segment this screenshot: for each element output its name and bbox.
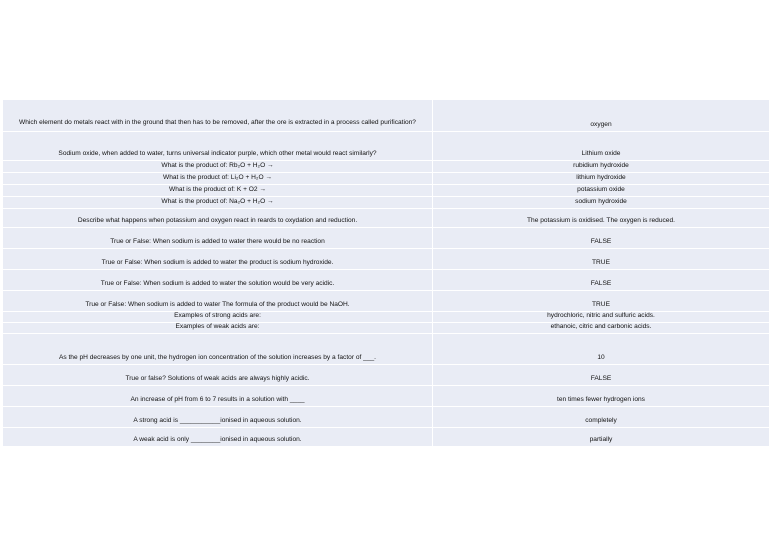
table-row xyxy=(3,209,769,227)
question-cell: As the pH decreases by one unit, the hydrogen ion concentration of the solution increases by a factor of ___. xyxy=(3,334,432,364)
answer-cell: The potassium is oxidised. The oxygen is reduced. xyxy=(433,209,769,227)
table-row xyxy=(3,323,769,333)
table-row xyxy=(3,407,769,427)
answer-cell: TRUE xyxy=(433,249,769,269)
question-cell: What is the product of: K + O2 → xyxy=(3,185,432,196)
question-cell: True or False: When sodium is added to water the solution would be very acidic. xyxy=(3,270,432,290)
question-cell: What is the product of: Li₂O + H₂O → xyxy=(3,173,432,184)
answer-cell: partially xyxy=(433,428,769,446)
answer-cell: FALSE xyxy=(433,228,769,248)
answer-cell: FALSE xyxy=(433,365,769,385)
table-row xyxy=(3,249,769,269)
question-cell: Examples of strong acids are: xyxy=(3,312,432,322)
answer-cell: rubidium hydroxide xyxy=(433,161,769,172)
table-row xyxy=(3,185,769,196)
table-row xyxy=(3,365,769,385)
answer-cell: TRUE xyxy=(433,291,769,311)
table-row xyxy=(3,197,769,208)
table-row xyxy=(3,334,769,364)
answer-cell: Lithium oxide xyxy=(433,132,769,160)
question-cell: Which element do metals react with in the ground that then has to be removed, after the ore is extracted in a process called purification? xyxy=(3,100,432,131)
table-row xyxy=(3,291,769,311)
question-cell: True or false? Solutions of weak acids are always highly acidic. xyxy=(3,365,432,385)
question-cell: True or False: When sodium is added to water the product is sodium hydroxide. xyxy=(3,249,432,269)
question-cell: A strong acid is ___________ionised in aqueous solution. xyxy=(3,407,432,427)
question-cell: True or False: When sodium is added to water there would be no reaction xyxy=(3,228,432,248)
answer-cell: hydrochloric, nitric and sulfuric acids. xyxy=(433,312,769,322)
answer-cell: FALSE xyxy=(433,270,769,290)
qa-table xyxy=(3,100,769,447)
answer-cell: ethanoic, citric and carbonic acids. xyxy=(433,323,769,333)
question-cell: Sodium oxide, when added to water, turns universal indicator purple, which other metal would react similarly? xyxy=(3,132,432,160)
answer-cell: completely xyxy=(433,407,769,427)
table-row xyxy=(3,161,769,172)
question-cell: What is the product of: Rb₂O + H₂O → xyxy=(3,161,432,172)
table-row xyxy=(3,270,769,290)
answer-cell: sodium hydroxide xyxy=(433,197,769,208)
question-cell: A weak acid is only ________ionised in aqueous solution. xyxy=(3,428,432,446)
answer-cell: potassium oxide xyxy=(433,185,769,196)
table-row xyxy=(3,100,769,131)
table-row xyxy=(3,312,769,322)
table-row xyxy=(3,228,769,248)
question-cell: An increase of pH from 6 to 7 results in a solution with ____ xyxy=(3,386,432,406)
answer-cell: oxygen xyxy=(433,100,769,131)
answer-cell: ten times fewer hydrogen ions xyxy=(433,386,769,406)
table-row xyxy=(3,173,769,184)
question-cell: Examples of weak acids are: xyxy=(3,323,432,333)
answer-cell: 10 xyxy=(433,334,769,364)
question-cell: Describe what happens when potassium and oxygen react in reards to oxydation and reduction. xyxy=(3,209,432,227)
question-cell: True or False: When sodium is added to water The formula of the product would be NaOH. xyxy=(3,291,432,311)
table-row xyxy=(3,132,769,160)
table-row xyxy=(3,428,769,446)
question-cell: What is the product of: Na₂O + H₂O → xyxy=(3,197,432,208)
answer-cell: lithium hydroxide xyxy=(433,173,769,184)
table-row xyxy=(3,386,769,406)
